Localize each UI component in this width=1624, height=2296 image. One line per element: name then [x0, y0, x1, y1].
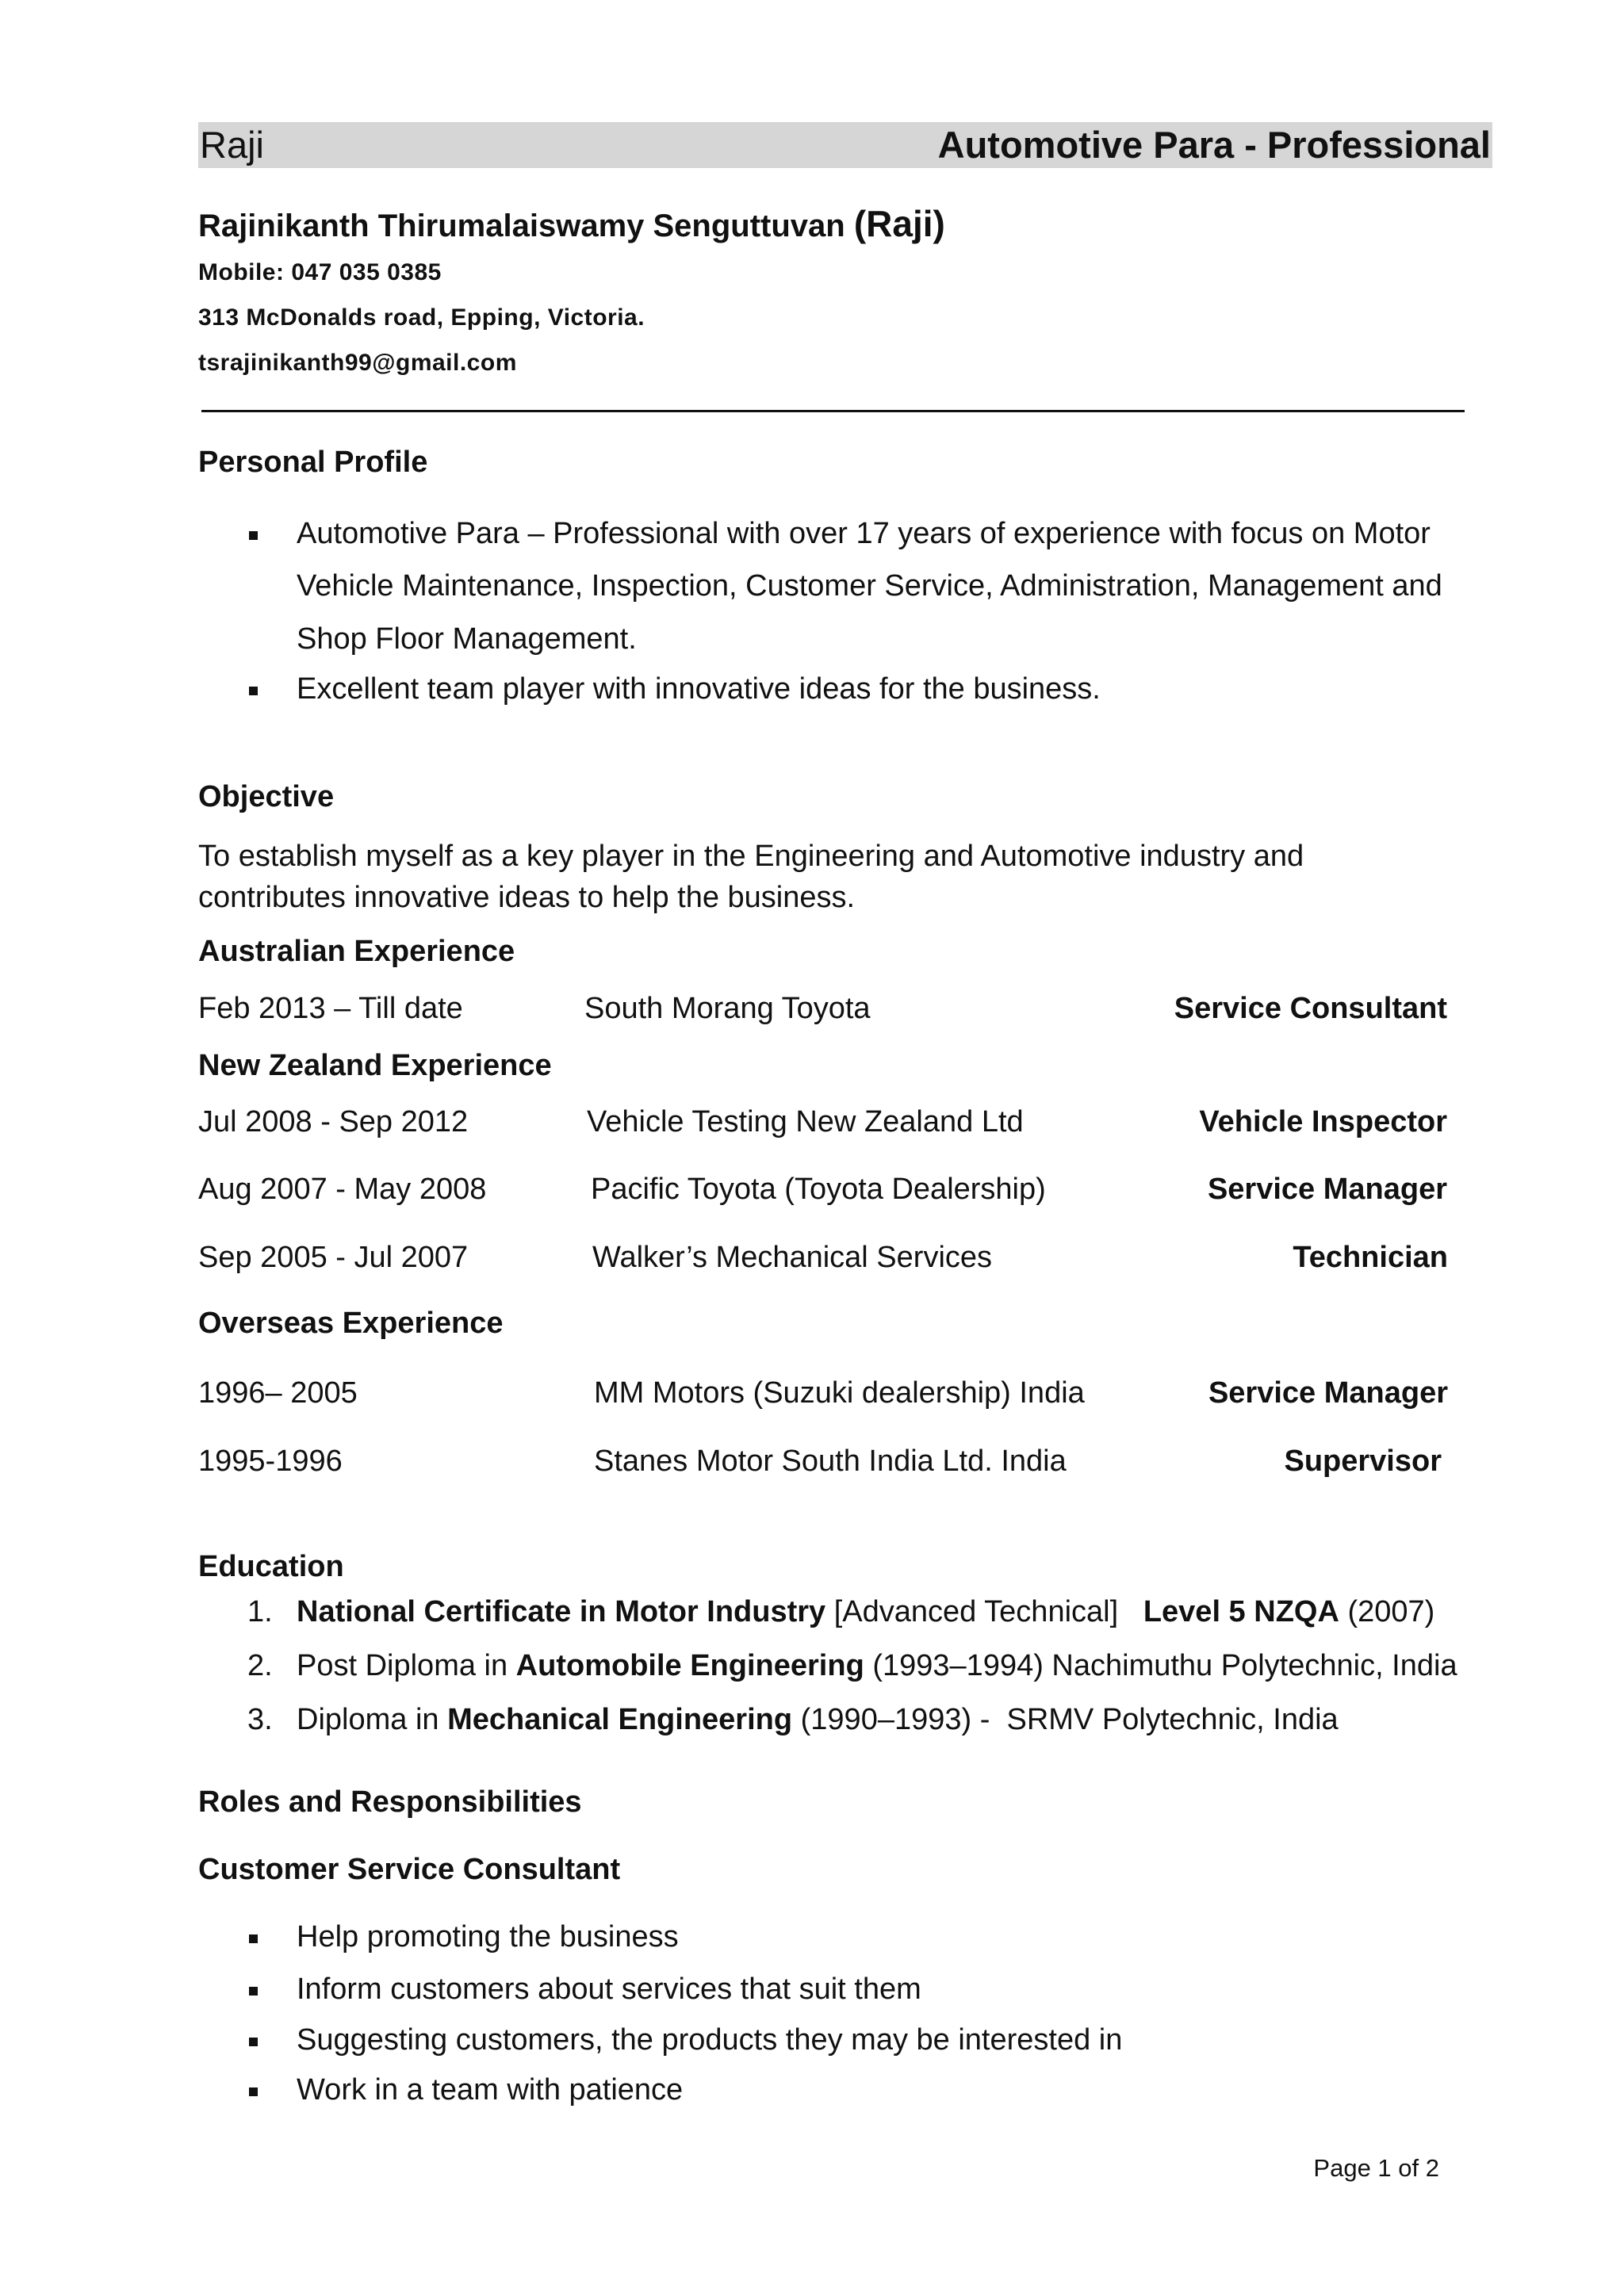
education-year: (2007) [1339, 1595, 1435, 1628]
nickname: (Raji) [853, 203, 945, 244]
education-pre: Post Diploma in [297, 1649, 516, 1682]
contact-divider [201, 410, 1465, 412]
roles-heading: Roles and Responsibilities [198, 1785, 582, 1819]
profile-bullet-line: Vehicle Maintenance, Inspection, Customer Service, Administration, Management and [297, 569, 1442, 603]
experience-period: 1995-1996 [198, 1445, 343, 1478]
education-detail: [Advanced Technical] [825, 1595, 1143, 1628]
full-name [198, 202, 945, 245]
bullet-icon [249, 687, 258, 695]
experience-employer: South Morang Toyota [584, 992, 871, 1025]
address: 313 McDonalds road, Epping, Victoria. [198, 304, 645, 331]
experience-employer: Walker’s Mechanical Services [592, 1241, 993, 1274]
bullet-icon [249, 1934, 258, 1943]
education-level: Level 5 NZQA [1143, 1595, 1339, 1628]
education-detail: (1993–1994) Nachimuthu Polytechnic, India [864, 1649, 1457, 1682]
experience-role: Service Manager [1207, 1173, 1447, 1206]
experience-role: Technician [1293, 1241, 1448, 1274]
experience-employer: Stanes Motor South India Ltd. India [594, 1445, 1067, 1478]
profile-bullet-line: Shop Floor Management. [297, 622, 637, 656]
experience-period: Aug 2007 - May 2008 [198, 1173, 487, 1206]
new-zealand-experience-heading: New Zealand Experience [198, 1049, 552, 1082]
page-number: Page 1 of 2 [1313, 2154, 1439, 2182]
header-name: Raji [200, 124, 264, 166]
experience-period: Sep 2005 - Jul 2007 [198, 1241, 469, 1274]
experience-employer: Pacific Toyota (Toyota Dealership) [591, 1173, 1046, 1206]
bullet-icon [249, 531, 258, 540]
objective-text: contributes innovative ideas to help the business. [198, 881, 856, 914]
australian-experience-heading: Australian Experience [198, 935, 515, 968]
education-heading: Education [198, 1550, 344, 1583]
education-number: 3. [247, 1703, 273, 1736]
experience-role: Service Consultant [1174, 992, 1447, 1025]
education-qualification: Automobile Engineering [515, 1649, 864, 1682]
education-item [297, 1703, 1339, 1737]
experience-period: Feb 2013 – Till date [198, 992, 463, 1025]
roles-bullet: Suggesting customers, the products they may be interested in [297, 2023, 1123, 2057]
education-number: 2. [247, 1649, 273, 1682]
personal-profile-heading: Personal Profile [198, 446, 428, 479]
experience-period: Jul 2008 - Sep 2012 [198, 1105, 469, 1138]
bullet-icon [249, 2038, 258, 2046]
bullet-icon [249, 1987, 258, 1996]
overseas-experience-heading: Overseas Experience [198, 1307, 504, 1340]
experience-role: Vehicle Inspector [1199, 1105, 1447, 1138]
education-qualification: National Certificate in Motor Industry [297, 1595, 826, 1628]
profile-bullet-line: Excellent team player with innovative ideas for the business. [297, 672, 1101, 706]
experience-role: Service Manager [1208, 1376, 1448, 1410]
full-name-text: Rajinikanth Thirumalaiswamy Senguttuvan [198, 209, 845, 243]
mobile-number: Mobile: 047 035 0385 [198, 259, 442, 285]
roles-subheading: Customer Service Consultant [198, 1853, 621, 1886]
header-title: Automotive Para - Professional [937, 124, 1491, 166]
objective-heading: Objective [198, 780, 335, 813]
bullet-icon [249, 2087, 258, 2096]
education-qualification: Mechanical Engineering [447, 1703, 793, 1736]
education-item [297, 1595, 1434, 1629]
email-address: tsrajinikanth99@gmail.com [198, 350, 517, 376]
experience-employer: Vehicle Testing New Zealand Ltd [587, 1105, 1024, 1138]
education-number: 1. [247, 1595, 273, 1628]
experience-role: Supervisor [1284, 1445, 1442, 1478]
roles-bullet: Help promoting the business [297, 1920, 679, 1954]
experience-period: 1996– 2005 [198, 1376, 358, 1410]
experience-employer: MM Motors (Suzuki dealership) India [594, 1376, 1085, 1410]
education-item [297, 1649, 1457, 1683]
education-detail: (1990–1993) - SRMV Polytechnic, India [792, 1703, 1339, 1736]
profile-bullet-line: Automotive Para – Professional with over 17 years of experience with focus on Motor [297, 517, 1431, 550]
roles-bullet: Inform customers about services that suit them [297, 1973, 921, 2006]
objective-text: To establish myself as a key player in the Engineering and Automotive industry and [198, 840, 1304, 873]
roles-bullet: Work in a team with patience [297, 2073, 684, 2107]
education-pre: Diploma in [297, 1703, 448, 1736]
